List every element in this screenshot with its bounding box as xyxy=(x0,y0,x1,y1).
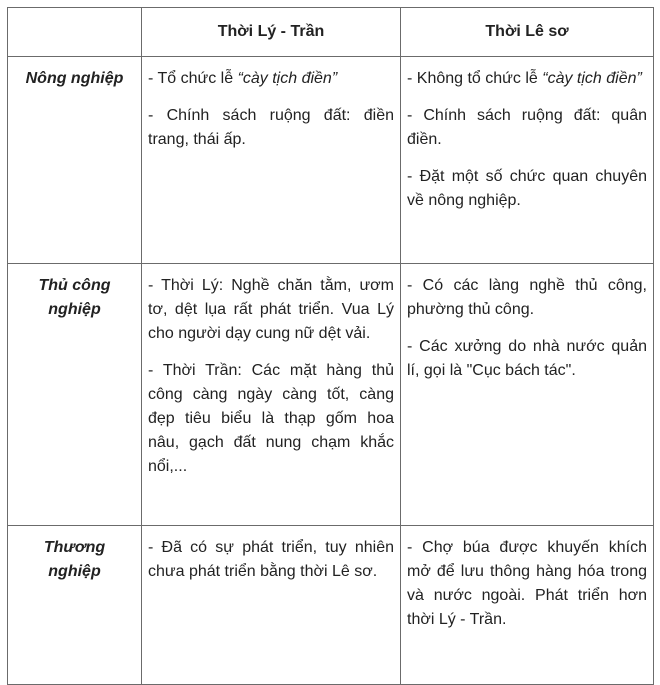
list-item: - Thời Trần: Các mặt hàng thủ công càng ngày càng tốt, càng đẹp tiêu biểu là thạp gốm hoa nâu, gạch đất nung chạm khắc nổi,... xyxy=(148,362,394,475)
header-ly-tran: Thời Lý - Trần xyxy=(142,8,401,57)
cell-le-so-thu-cong-nghiep xyxy=(401,264,654,526)
table-header-row xyxy=(8,8,654,57)
header-empty-cell xyxy=(8,8,142,57)
cell-le-so-thuong-nghiep xyxy=(401,526,654,685)
header-le-so: Thời Lê sơ xyxy=(401,8,654,57)
table-row xyxy=(8,526,654,685)
list-item: - Đặt một số chức quan chuyên về nông nghiệp. xyxy=(407,168,647,209)
list-item: - Không tổ chức lễ “cày tịch điền” xyxy=(407,70,642,87)
cell-ly-tran-thu-cong-nghiep xyxy=(142,264,401,526)
comparison-table xyxy=(7,7,654,685)
cell-ly-tran-thuong-nghiep xyxy=(142,526,401,685)
row-label-nong-nghiep: Nông nghiệp xyxy=(8,57,142,264)
cell-le-so-nong-nghiep xyxy=(401,57,654,264)
table-row xyxy=(8,264,654,526)
list-item: - Chính sách ruộng đất: điền trang, thái ấp. xyxy=(148,107,394,148)
list-item: - Tổ chức lễ “cày tịch điền” xyxy=(148,70,338,87)
table-row xyxy=(8,57,654,264)
list-item: - Chính sách ruộng đất: quân điền. xyxy=(407,107,647,148)
row-label-thuong-nghiep: Thương nghiệp xyxy=(8,526,142,685)
list-item: - Thời Lý: Nghề chăn tằm, ươm tơ, dệt lụa rất phát triển. Vua Lý cho người dạy cung nữ dệt vải. xyxy=(148,277,394,342)
list-item: - Chợ búa được khuyến khích mở để lưu thông hàng hóa trong và nước ngoài. Phát triển hơn thời Lý - Trần. xyxy=(407,539,647,628)
list-item: - Các xưởng do nhà nước quản lí, gọi là "Cục bách tác". xyxy=(407,338,647,379)
cell-ly-tran-nong-nghiep xyxy=(142,57,401,264)
row-label-thu-cong-nghiep: Thủ công nghiệp xyxy=(8,264,142,526)
list-item: - Có các làng nghề thủ công, phường thủ công. xyxy=(407,277,647,318)
list-item: - Đã có sự phát triển, tuy nhiên chưa phát triển bằng thời Lê sơ. xyxy=(148,539,394,580)
